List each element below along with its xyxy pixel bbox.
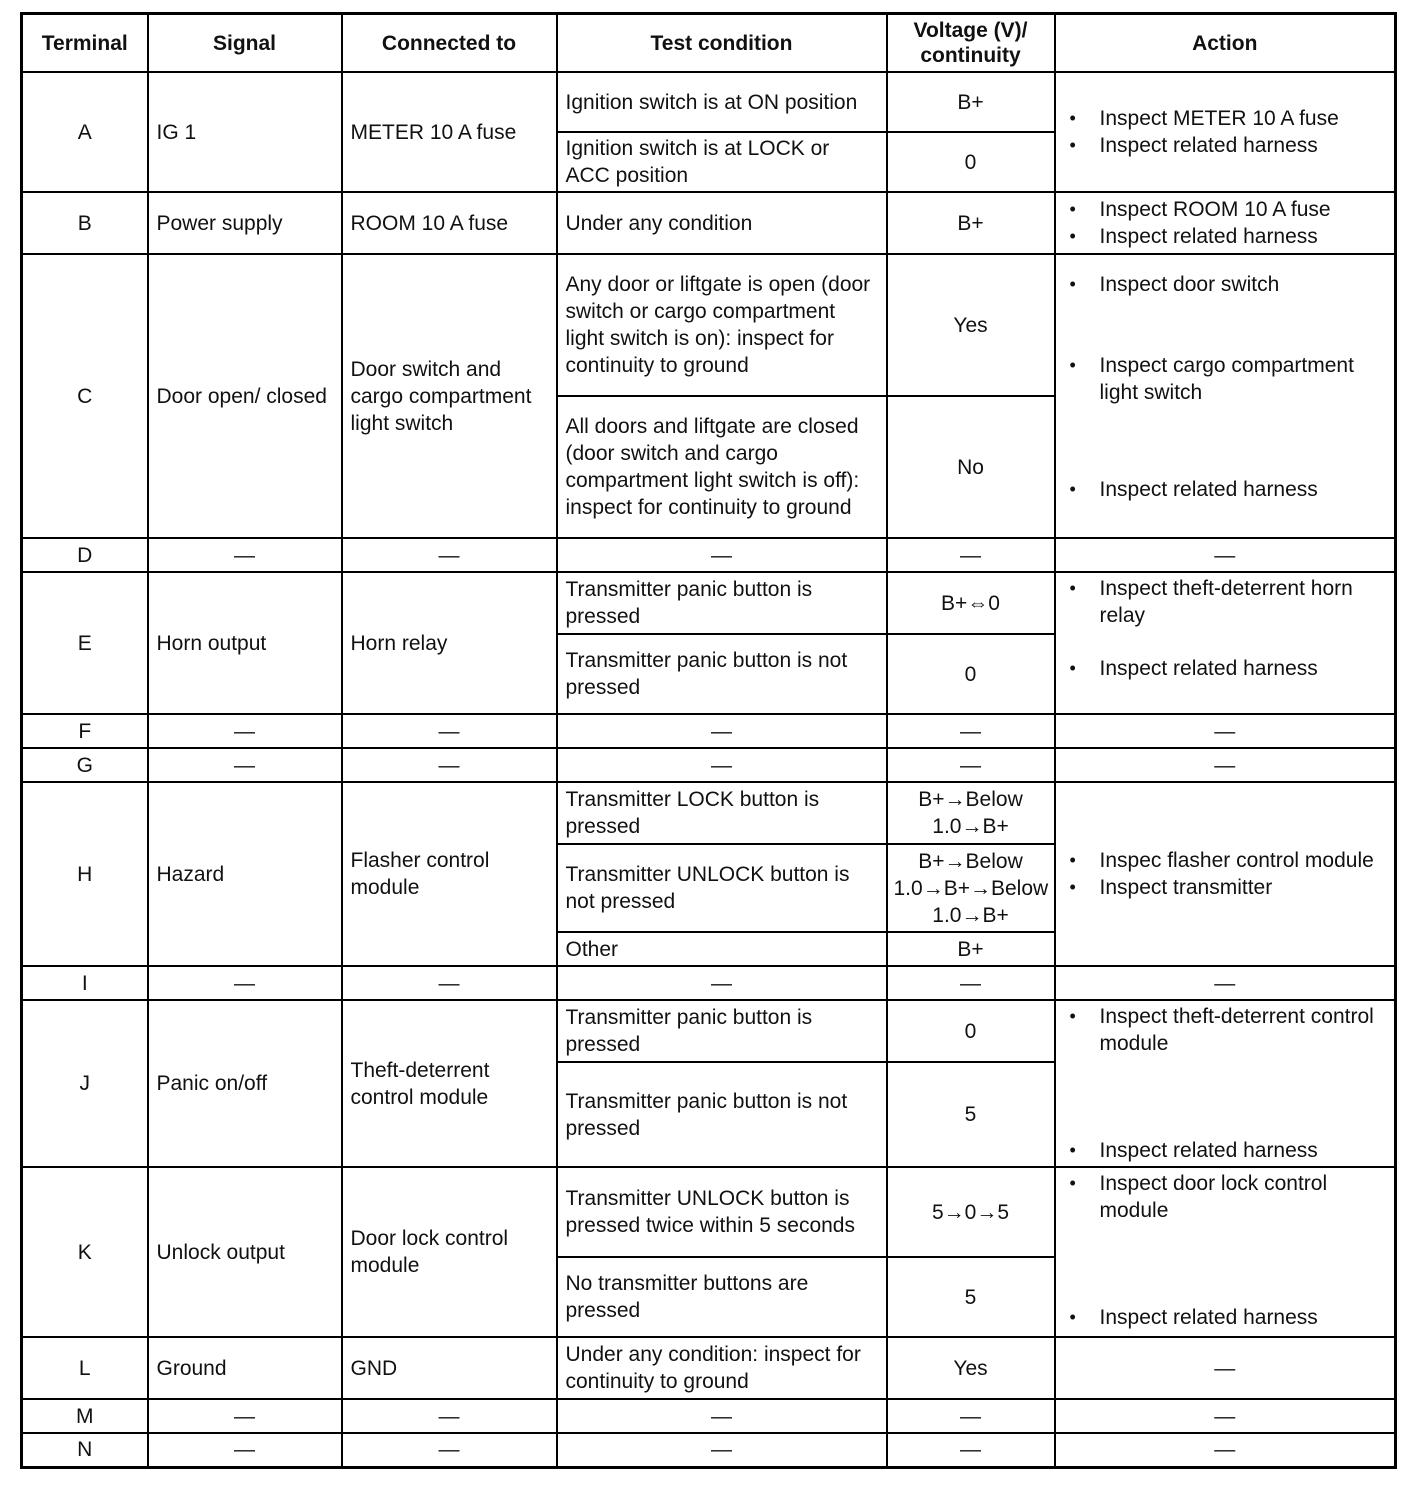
value-cell: 0 — [887, 1000, 1055, 1062]
connected-cell: Theft-deterrent control module — [342, 1000, 557, 1167]
header-connected-to: Connected to — [342, 14, 557, 73]
action-cell — [1055, 1167, 1396, 1337]
value-cell: 5→0→5 — [887, 1167, 1055, 1257]
terminal-cell: B — [22, 192, 148, 254]
action-cell — [1055, 192, 1396, 254]
action-item: • Inspect theft-deterrent horn relay — [1100, 575, 1387, 629]
action-list — [1064, 575, 1387, 682]
value-cell: B+ — [887, 72, 1055, 132]
terminal-cell: K — [22, 1167, 148, 1337]
action-item: • Inspect door lock control module — [1100, 1170, 1387, 1224]
test-condition-cell: Under any condition — [557, 192, 887, 254]
signal-cell: Panic on/off — [148, 1000, 342, 1167]
test-condition-cell: Ignition switch is at LOCK or ACC position — [557, 132, 887, 192]
value-cell: B+⇔0 — [887, 572, 1055, 634]
table-row — [22, 72, 1396, 132]
table-row — [22, 1337, 1396, 1399]
table-row — [22, 192, 1396, 254]
table-row — [22, 966, 1396, 1000]
dash-cell: — — [148, 714, 342, 748]
dash-cell: — — [1055, 1337, 1396, 1399]
dash-cell: — — [887, 966, 1055, 1000]
signal-cell: Door open/ closed — [148, 254, 342, 538]
connected-cell: Door lock control module — [342, 1167, 557, 1337]
terminal-cell: I — [22, 966, 148, 1000]
signal-cell: Horn output — [148, 572, 342, 714]
action-cell — [1055, 782, 1396, 966]
connected-cell: METER 10 A fuse — [342, 72, 557, 192]
action-list — [1064, 196, 1387, 250]
table-row — [22, 572, 1396, 634]
test-condition-cell: Transmitter UNLOCK button is pressed twice within 5 seconds — [557, 1167, 887, 1257]
action-list — [1064, 1170, 1387, 1331]
value-cell: 0 — [887, 132, 1055, 192]
terminal-cell: G — [22, 748, 148, 782]
dash-cell: — — [1055, 538, 1396, 572]
terminal-cell: L — [22, 1337, 148, 1399]
dash-cell: — — [557, 1433, 887, 1467]
connected-cell: ROOM 10 A fuse — [342, 192, 557, 254]
connected-cell: GND — [342, 1337, 557, 1399]
dash-cell: — — [148, 966, 342, 1000]
dash-cell: — — [557, 748, 887, 782]
action-item: • Inspect transmitter — [1100, 874, 1387, 901]
table-row — [22, 254, 1396, 396]
connected-cell: Door switch and cargo compartment light switch — [342, 254, 557, 538]
connected-cell: Flasher control module — [342, 782, 557, 966]
action-cell — [1055, 572, 1396, 714]
value-cell: 5 — [887, 1257, 1055, 1337]
dash-cell: — — [557, 714, 887, 748]
terminal-cell: J — [22, 1000, 148, 1167]
value-cell: B+→Below 1.0→B+ — [887, 782, 1055, 844]
dash-cell: — — [1055, 1433, 1396, 1467]
terminal-cell: N — [22, 1433, 148, 1467]
value-cell: No — [887, 396, 1055, 538]
value-cell: B+ — [887, 932, 1055, 966]
header-voltage: Voltage (V)/ continuity — [887, 14, 1055, 73]
signal-cell: Unlock output — [148, 1167, 342, 1337]
dash-cell: — — [342, 1399, 557, 1433]
header-terminal: Terminal — [22, 14, 148, 73]
terminal-inspection-table — [20, 12, 1397, 1469]
header-row — [22, 14, 1396, 73]
action-item: • Inspect METER 10 A fuse — [1100, 105, 1387, 132]
action-item: • Inspect theft-deterrent control module — [1100, 1003, 1387, 1057]
terminal-table-wrapper — [20, 12, 1394, 1469]
action-list — [1064, 271, 1387, 503]
action-item: • Inspect door switch — [1100, 271, 1387, 298]
test-condition-cell: Transmitter panic button is pressed — [557, 1000, 887, 1062]
dash-cell: — — [342, 714, 557, 748]
dash-cell: — — [557, 1399, 887, 1433]
value-cell: 5 — [887, 1062, 1055, 1167]
dash-cell: — — [887, 748, 1055, 782]
header-action: Action — [1055, 14, 1396, 73]
test-condition-cell: No transmitter buttons are pressed — [557, 1257, 887, 1337]
header-test-condition: Test condition — [557, 14, 887, 73]
action-cell — [1055, 72, 1396, 192]
action-item: • Inspect related harness — [1100, 655, 1387, 682]
terminal-cell: C — [22, 254, 148, 538]
test-condition-cell: Any door or liftgate is open (door switch or cargo compartment light switch is on): inspect for continuity to ground — [557, 254, 887, 396]
terminal-cell: E — [22, 572, 148, 714]
connected-cell: Horn relay — [342, 572, 557, 714]
value-cell: B+→Below 1.0→B+→Below 1.0→B+ — [887, 844, 1055, 932]
dash-cell: — — [887, 714, 1055, 748]
value-cell: 0 — [887, 634, 1055, 714]
dash-cell: — — [342, 1433, 557, 1467]
dash-cell: — — [1055, 1399, 1396, 1433]
dash-cell: — — [557, 966, 887, 1000]
test-condition-cell: Other — [557, 932, 887, 966]
test-condition-cell: All doors and liftgate are closed (door switch and cargo compartment light switch is off): inspect for continuity to ground — [557, 396, 887, 538]
action-cell — [1055, 1000, 1396, 1167]
value-cell: Yes — [887, 254, 1055, 396]
value-cell: B+ — [887, 192, 1055, 254]
terminal-cell: H — [22, 782, 148, 966]
table-row — [22, 714, 1396, 748]
dash-cell: — — [342, 966, 557, 1000]
table-row — [22, 1399, 1396, 1433]
terminal-cell: M — [22, 1399, 148, 1433]
table-row — [22, 782, 1396, 844]
signal-cell: Ground — [148, 1337, 342, 1399]
signal-cell: Hazard — [148, 782, 342, 966]
dash-cell: — — [148, 538, 342, 572]
dash-cell: — — [1055, 714, 1396, 748]
table-row — [22, 538, 1396, 572]
signal-cell: IG 1 — [148, 72, 342, 192]
action-list — [1064, 1003, 1387, 1164]
action-item: • Inspect related harness — [1100, 476, 1387, 503]
action-item: • Inspec flasher control module — [1100, 847, 1387, 874]
test-condition-cell: Under any condition: inspect for continuity to ground — [557, 1337, 887, 1399]
value-cell: Yes — [887, 1337, 1055, 1399]
action-list — [1064, 847, 1387, 901]
dash-cell: — — [148, 1433, 342, 1467]
test-condition-cell: Transmitter panic button is not pressed — [557, 1062, 887, 1167]
table-row — [22, 1433, 1396, 1467]
signal-cell: Power supply — [148, 192, 342, 254]
dash-cell: — — [148, 1399, 342, 1433]
dash-cell: — — [342, 748, 557, 782]
test-condition-cell: Transmitter UNLOCK button is not pressed — [557, 844, 887, 932]
test-condition-cell: Transmitter LOCK button is pressed — [557, 782, 887, 844]
dash-cell: — — [342, 538, 557, 572]
dash-cell: — — [887, 1433, 1055, 1467]
terminal-cell: D — [22, 538, 148, 572]
action-item: • Inspect related harness — [1100, 1304, 1387, 1331]
action-list — [1064, 105, 1387, 159]
test-condition-cell: Transmitter panic button is pressed — [557, 572, 887, 634]
dash-cell: — — [887, 1399, 1055, 1433]
terminal-cell: F — [22, 714, 148, 748]
terminal-cell: A — [22, 72, 148, 192]
table-row — [22, 1167, 1396, 1257]
table-row — [22, 748, 1396, 782]
action-item: • Inspect cargo compartment light switch — [1100, 352, 1387, 406]
table-row — [22, 1000, 1396, 1062]
dash-cell: — — [887, 538, 1055, 572]
header-signal: Signal — [148, 14, 342, 73]
dash-cell: — — [148, 748, 342, 782]
dash-cell: — — [557, 538, 887, 572]
action-cell — [1055, 254, 1396, 538]
test-condition-cell: Transmitter panic button is not pressed — [557, 634, 887, 714]
test-condition-cell: Ignition switch is at ON position — [557, 72, 887, 132]
action-item: • Inspect ROOM 10 A fuse — [1100, 196, 1387, 223]
action-item: • Inspect related harness — [1100, 1137, 1387, 1164]
dash-cell: — — [1055, 748, 1396, 782]
dash-cell: — — [1055, 966, 1396, 1000]
action-item: • Inspect related harness — [1100, 223, 1387, 250]
action-item: • Inspect related harness — [1100, 132, 1387, 159]
